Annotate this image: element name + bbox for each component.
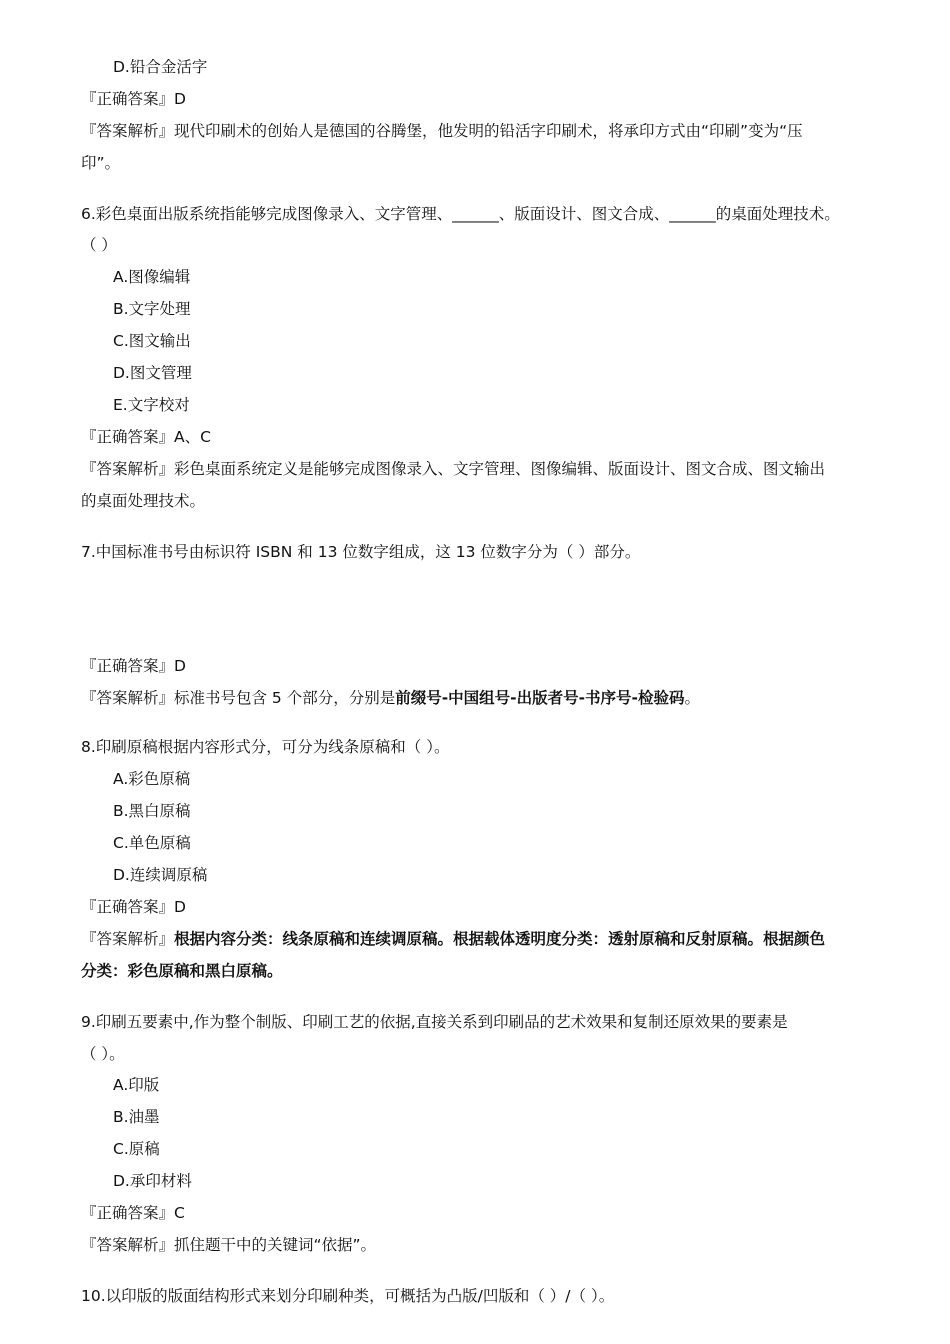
q9-option-d: D.承印材料 xyxy=(113,1172,192,1190)
q5-analysis-line2: 印”。 xyxy=(81,154,121,172)
q6-option-b: B.文字处理 xyxy=(113,300,191,318)
q6-stem-line2: （ ） xyxy=(81,236,117,254)
q9-option-a: A.印版 xyxy=(113,1076,160,1094)
q6-answer: 『正确答案』A、C xyxy=(81,428,211,446)
q7-analysis-suffix: 。 xyxy=(684,689,700,707)
q7-analysis-prefix: 『答案解析』标准书号包含 5 个部分，分别是 xyxy=(81,689,396,707)
q5-analysis-line1: 『答案解析』现代印刷术的创始人是德国的谷腾堡，他发明的铅活字印刷术，将承印方式由“印刷”变为“压 xyxy=(81,122,803,140)
q7-stem: 7.中国标准书号由标识符 ISBN 和 13 位数字组成，这 13 位数字分为（ ）部分。 xyxy=(81,543,641,561)
q6-analysis-line2: 的桌面处理技术。 xyxy=(81,492,206,510)
q8-analysis-key-line1: 根据内容分类：线条原稿和连续调原稿。根据载体透明度分类：透射原稿和反射原稿。根据颜色 xyxy=(174,930,826,948)
q5-answer: 『正确答案』D xyxy=(81,90,186,108)
q8-answer: 『正确答案』D xyxy=(81,898,186,916)
q6-option-d: D.图文管理 xyxy=(113,364,192,382)
q6-analysis-line1: 『答案解析』彩色桌面系统定义是能够完成图像录入、文字管理、图像编辑、版面设计、图文合成、图文输出 xyxy=(81,460,826,478)
q8-analysis-line1 xyxy=(81,929,825,949)
q5-option-d: D.铅合金活字 xyxy=(113,58,208,76)
q6-option-e: E.文字校对 xyxy=(113,396,190,414)
q9-analysis: 『答案解析』抓住题干中的关键词“依据”。 xyxy=(81,1236,377,1254)
q8-option-c: C.单色原稿 xyxy=(113,834,191,852)
q6-option-a: A.图像编辑 xyxy=(113,268,191,286)
q9-answer: 『正确答案』C xyxy=(81,1204,185,1222)
q7-answer: 『正确答案』D xyxy=(81,657,186,675)
q6-option-c: C.图文输出 xyxy=(113,332,191,350)
q9-option-b: B.油墨 xyxy=(113,1108,160,1126)
q8-option-a: A.彩色原稿 xyxy=(113,770,191,788)
q9-option-c: C.原稿 xyxy=(113,1140,160,1158)
q7-analysis xyxy=(81,688,700,708)
q9-stem-line1: 9.印刷五要素中,作为整个制版、印刷工艺的依据,直接关系到印刷品的艺术效果和复制还原效果的要素是 xyxy=(81,1013,788,1031)
q8-option-d: D.连续调原稿 xyxy=(113,866,208,884)
q8-analysis-prefix: 『答案解析』 xyxy=(81,930,175,948)
q6-stem-line1: 6.彩色桌面出版系统指能够完成图像录入、文字管理、______、版面设计、图文合成、______的桌面处理技术。 xyxy=(81,205,840,223)
q10-stem: 10.以印版的版面结构形式来划分印刷种类，可概括为凸版/凹版和（ ）/（ ）。 xyxy=(81,1287,615,1305)
q8-stem: 8.印刷原稿根据内容形式分，可分为线条原稿和（ ）。 xyxy=(81,738,450,756)
q8-analysis-key-line2: 分类：彩色原稿和黑白原稿。 xyxy=(81,962,283,980)
q8-option-b: B.黑白原稿 xyxy=(113,802,191,820)
q9-stem-line2: （ ）。 xyxy=(81,1045,125,1063)
q7-analysis-key: 前缀号-中国组号-出版者号-书序号-检验码 xyxy=(395,689,685,707)
